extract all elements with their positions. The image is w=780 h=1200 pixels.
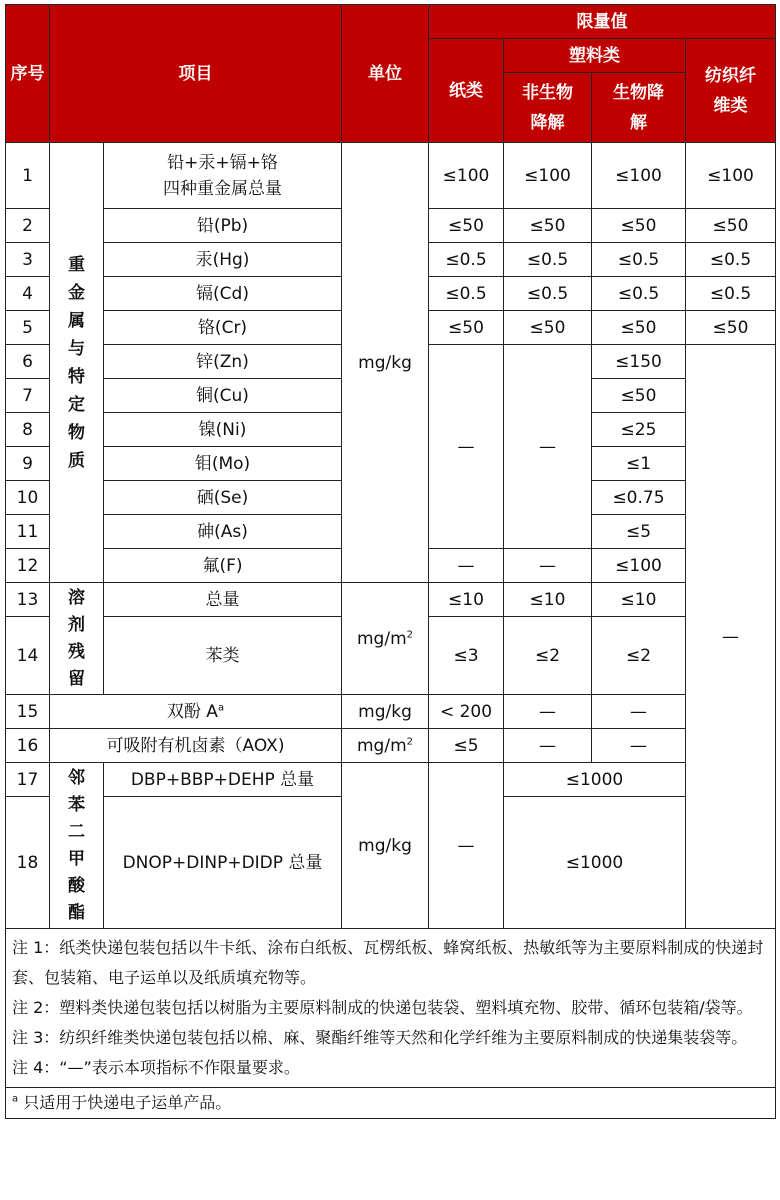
header-unit: 单位 [342,5,429,143]
value-paper: ≤50 [429,209,504,243]
row-number: 17 [6,763,50,797]
value-nonbio: ≤100 [504,143,592,209]
value-nonbio: ≤2 [504,617,592,695]
row-number: 6 [6,345,50,379]
note-1: 注 1：纸类快递包装包括以牛卡纸、涂布白纸板、瓦楞纸板、蜂窝纸板、热敏纸等为主要原料制成的快递封套、包装箱、电子运单以及纸质填充物等。 [12,938,764,987]
header-item: 项目 [50,5,342,143]
unit-mgkg: mg/kg [342,143,429,583]
value-textile: ≤0.5 [686,243,776,277]
header-textile: 纺织纤维类 [686,39,776,143]
value-paper: ≤0.5 [429,277,504,311]
note-3: 注 3：纺织纤维类快递包装包括以棉、麻、聚酯纤维等天然和化学纤维为主要原料制成的快递集装袋等。 [12,1028,748,1047]
value-bio: ≤2 [592,617,686,695]
footnote-text: 只适用于快递电子运单产品。 [18,1093,232,1112]
unit-mgm2: $mg/m^2$ [342,729,429,763]
value-bio: ≤1 [592,447,686,481]
value-textile: ≤50 [686,209,776,243]
value-paper-dash: — [429,763,504,929]
unit-mgkg: mg/kg [342,695,429,729]
value-paper-dash: — [429,549,504,583]
value-bio: ≤50 [592,311,686,345]
value-bio: ≤0.5 [592,277,686,311]
table-row [6,763,776,797]
row-number: 11 [6,515,50,549]
row-number: 1 [6,143,50,209]
item-name: 铅(Pb) [104,209,342,243]
value-nonbio: ≤50 [504,209,592,243]
value-nonbio-dash: — [504,729,592,763]
header-plastic-nonbio: 非生物降解 [504,73,592,143]
footnote-row [6,1088,776,1119]
item-name: 锌(Zn) [104,345,342,379]
row-number: 9 [6,447,50,481]
row-number: 14 [6,617,50,695]
value-nonbio: ≤0.5 [504,277,592,311]
value-paper: < 200 [429,695,504,729]
value-nonbio-dash: — [504,695,592,729]
header-seq: 序号 [6,5,50,143]
value-bio: ≤5 [592,515,686,549]
value-paper: ≤3 [429,617,504,695]
item-name: 钼(Mo) [104,447,342,481]
value-bio: ≤0.5 [592,243,686,277]
item-name: 氟(F) [104,549,342,583]
row-number: 15 [6,695,50,729]
value-bio: ≤100 [592,549,686,583]
item-name: 铬(Cr) [104,311,342,345]
notes-row [6,929,776,1088]
row-number: 13 [6,583,50,617]
item-name: DBP+BBP+DEHP 总量 [104,763,342,797]
value-paper-dash: — [429,345,504,549]
header-limit: 限量值 [429,5,776,39]
value-nonbio-dash: — [504,549,592,583]
value-textile: ≤0.5 [686,277,776,311]
item-name: 镍(Ni) [104,413,342,447]
value-paper: ≤50 [429,311,504,345]
value-bio: ≤100 [592,143,686,209]
row-number: 4 [6,277,50,311]
header-plastic: 塑料类 [504,39,686,73]
row-number: 18 [6,797,50,929]
table-row [6,695,776,729]
item-name: 汞(Hg) [104,243,342,277]
value-nonbio: ≤0.5 [504,243,592,277]
value-bio: ≤0.75 [592,481,686,515]
value-paper: ≤0.5 [429,243,504,277]
value-paper: ≤5 [429,729,504,763]
limit-table [5,4,776,1119]
row-number: 3 [6,243,50,277]
value-paper: ≤10 [429,583,504,617]
value-textile: ≤100 [686,143,776,209]
item-name: 总量 [104,583,342,617]
item-name: 铜(Cu) [104,379,342,413]
item-name: 双酚 $A^a$ [50,695,342,729]
row-number: 16 [6,729,50,763]
group-solvent: 溶剂残留 [50,583,104,695]
footnote [6,1088,776,1119]
item-name: 镉(Cd) [104,277,342,311]
value-textile: ≤50 [686,311,776,345]
header-plastic-bio: 生物降解 [592,73,686,143]
value-textile-dash: — [686,345,776,929]
value-bio: ≤10 [592,583,686,617]
row-number: 5 [6,311,50,345]
item-name: 可吸附有机卤素（AOX) [50,729,342,763]
group-phthalate: 邻苯二甲酸酯 [50,763,104,929]
unit-mgm2: $mg/m^2$ [342,583,429,695]
footnote-mark: a [12,1093,19,1105]
header-paper: 纸类 [429,39,504,143]
value-bio: ≤50 [592,209,686,243]
note-2: 注 2：塑料类快递包装包括以树脂为主要原料制成的快递包装袋、塑料填充物、胶带、循环包装箱/袋等。 [12,998,753,1017]
table-row [6,143,776,209]
value-plastic: ≤1000 [504,797,686,929]
item-name: DNOP+DINP+DIDP 总量 [104,797,342,929]
row-number: 7 [6,379,50,413]
table-row [6,729,776,763]
unit-mgkg: mg/kg [342,763,429,929]
group-heavy-metal: 重金属与特定物质 [50,143,104,583]
item-name: 铅+汞+镉+铬 四种重金属总量 [104,143,342,209]
item-name: 苯类 [104,617,342,695]
limit-table-wrapper [5,4,775,1119]
item-name: 砷(As) [104,515,342,549]
row-number: 10 [6,481,50,515]
value-paper: ≤100 [429,143,504,209]
row-number: 2 [6,209,50,243]
table-row [6,583,776,617]
note-4: 注 4：“—”表示本项指标不作限量要求。 [12,1058,300,1077]
item-name: 硒(Se) [104,481,342,515]
notes [6,929,776,1088]
row-number: 12 [6,549,50,583]
value-bio-dash: — [592,729,686,763]
value-bio: ≤150 [592,345,686,379]
value-bio-dash: — [592,695,686,729]
value-nonbio: ≤10 [504,583,592,617]
value-bio: ≤25 [592,413,686,447]
value-nonbio: ≤50 [504,311,592,345]
value-plastic: ≤1000 [504,763,686,797]
value-bio: ≤50 [592,379,686,413]
row-number: 8 [6,413,50,447]
value-nonbio-dash: — [504,345,592,549]
